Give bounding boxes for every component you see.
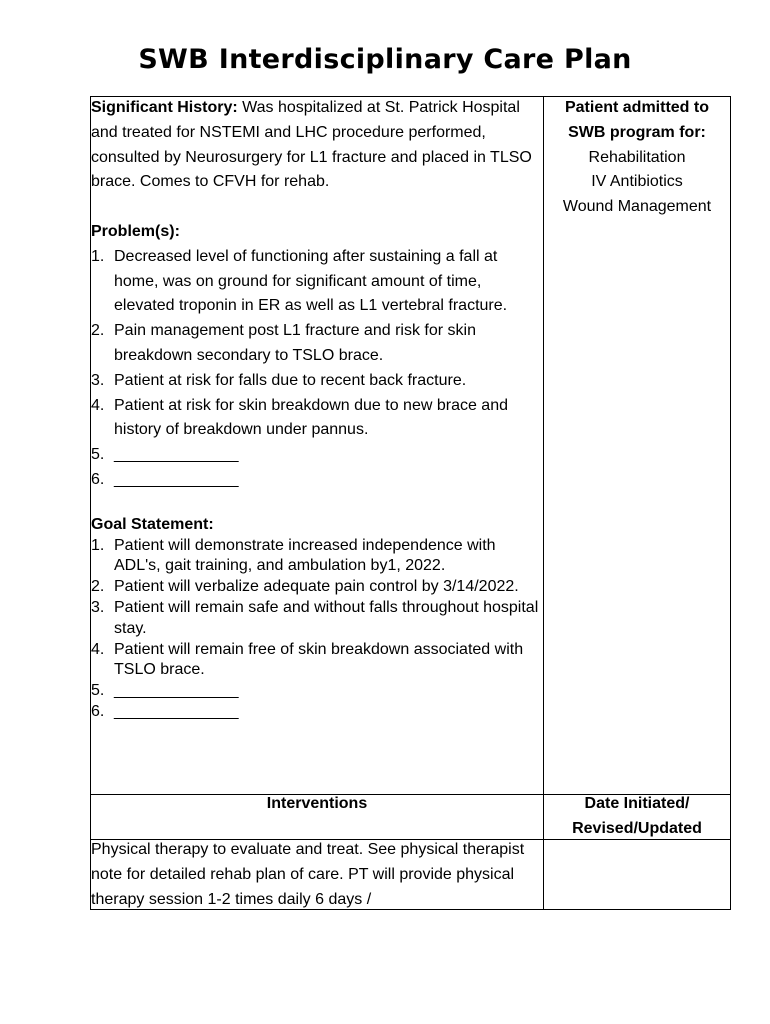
list-item: 6. ______________ bbox=[91, 470, 239, 488]
goal-statement-heading: Goal Statement: bbox=[91, 515, 214, 533]
list-item: 1. Decreased level of functioning after sustaining a fall at home, was on ground for significant amount of time, elevated troponin in ER as well as L1 vertebral fracture. bbox=[91, 247, 508, 315]
list-item: 5. ______________ bbox=[91, 446, 239, 464]
list-item: 4. Patient will remain free of skin breakdown associated with TSLO brace. bbox=[91, 640, 524, 679]
date-initiated-header: Date Initiated/ Revised/Updated bbox=[572, 795, 702, 837]
program-item: Rehabilitation bbox=[588, 148, 686, 166]
problems-heading: Problem(s): bbox=[91, 222, 180, 240]
list-item: 4. Patient at risk for skin breakdown due to new brace and history of breakdown under pannus. bbox=[91, 396, 508, 439]
list-item: 1. Patient will demonstrate increased independence with ADL's, gait training, and ambulation by1, 2022. bbox=[91, 536, 496, 575]
admission-program-cell bbox=[544, 96, 730, 220]
list-item: 3. Patient will remain safe and without falls throughout hospital stay. bbox=[91, 598, 539, 637]
admission-heading-line2: SWB program for: bbox=[568, 123, 706, 141]
plan-details-cell bbox=[91, 96, 543, 723]
list-item: 3. Patient at risk for falls due to recent back fracture. bbox=[91, 371, 467, 389]
care-plan-table bbox=[90, 96, 731, 910]
intervention-text: Physical therapy to evaluate and treat. See physical therapist note for detailed rehab plan of care. PT will provide physical therapy session 1-2 times daily 6 days / bbox=[91, 841, 525, 908]
history-label: Significant History: bbox=[91, 99, 238, 116]
list-item: 2. Patient will verbalize adequate pain control by 3/14/2022. bbox=[91, 578, 519, 596]
page-title: SWB Interdisciplinary Care Plan bbox=[138, 44, 632, 75]
list-item: 2. Pain management post L1 fracture and risk for skin breakdown secondary to TSLO brace. bbox=[91, 322, 476, 364]
list-item: 6. ______________ bbox=[91, 702, 239, 720]
intervention-text-cell bbox=[91, 838, 543, 912]
program-item: Wound Management bbox=[562, 198, 712, 216]
significant-history bbox=[91, 96, 543, 195]
problems-list bbox=[91, 245, 543, 493]
goals-list bbox=[91, 536, 543, 723]
interventions-header: Interventions bbox=[266, 795, 368, 812]
program-item: IV Antibiotics bbox=[591, 173, 683, 191]
admission-heading-line1: Patient admitted to bbox=[564, 99, 709, 116]
history-text: Was hospitalized at St. Patrick Hospital and treated for NSTEMI and LHC procedure performed, consulted by Neurosurgery for L1 fracture and placed in TLSO brace. Comes to CFVH for rehab. bbox=[91, 99, 532, 191]
list-item: 5. ______________ bbox=[91, 682, 239, 700]
